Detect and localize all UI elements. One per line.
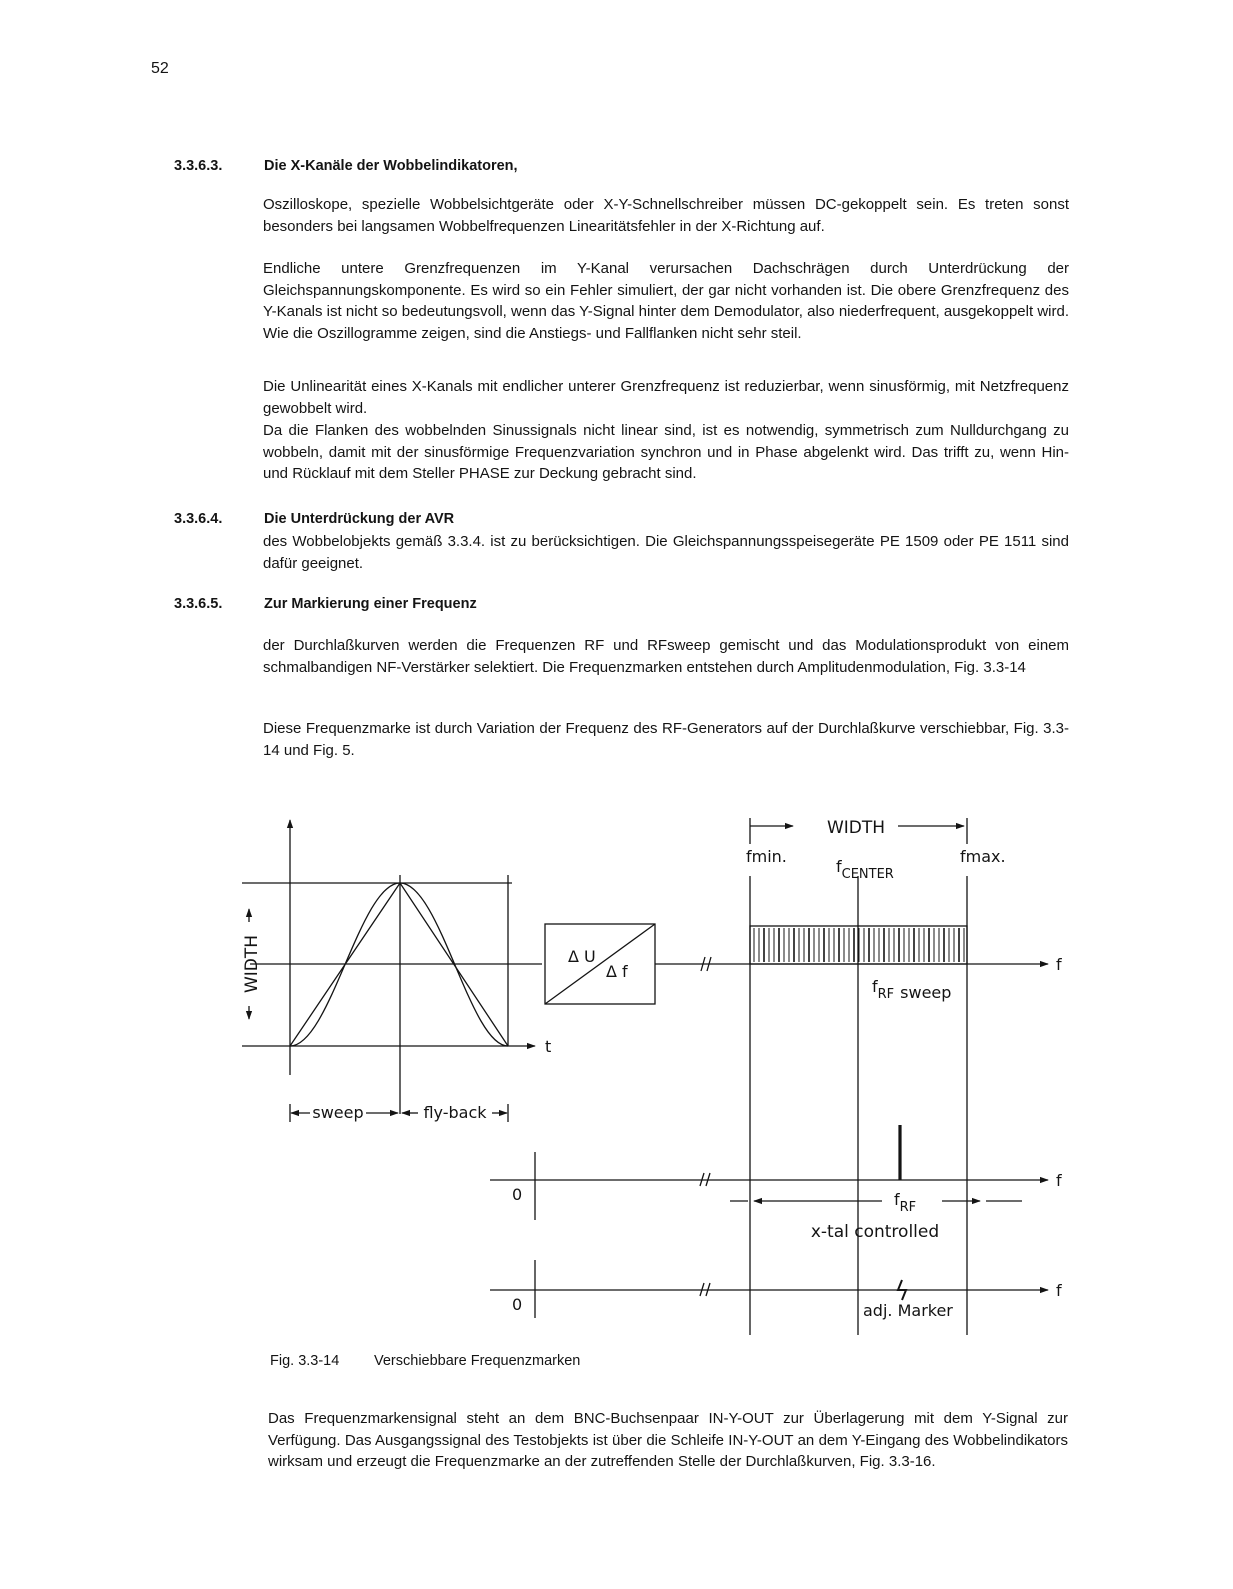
delta-f-label: Δ f [606,962,628,981]
fcenter-f: f [836,857,842,876]
frf-label [894,1190,916,1215]
converter-diagonal [545,924,655,1004]
fmax-label: fmax. [960,847,1006,866]
frf-sweep-subscript: RF [877,987,895,1002]
paragraph: Diese Frequenzmarke ist durch Variation der Frequenz des RF-Generators auf der Durchlaßkurve verschiebbar, Fig. 3.3-14 und Fig. 5. [263,720,1069,759]
fcenter-subscript: CENTER [841,867,894,882]
closing-paragraph: Das Frequenzmarkensignal steht an dem BNC-Buchsenpaar IN-Y-OUT zur Überlagerung mit dem Y-Signal zur Verfügung. Das Ausgangssignal des Testobjekts ist über die Schleife IN-Y-OUT an dem Y-Eingang des Wobbelindikators wirksam und erzeugt die Frequenzmarke an der zutreffenden Stelle der Durchlaßkurven, Fig. 3.3-16. [268,1410,1068,1470]
section-number: 3.3.6.4. [174,511,223,527]
width-label-vertical: WIDTH [242,934,262,994]
figure-caption [270,1353,580,1369]
page-number: 52 [151,60,169,77]
section-heading: Die X-Kanäle der Wobbelindikatoren, [264,158,518,174]
flyback-label: fly-back [423,1103,487,1122]
figure-caption-text: Verschiebbare Frequenzmarken [374,1353,581,1369]
paragraph: des Wobbelobjekts gemäß 3.3.4. ist zu berücksichtigen. Die Gleichspannungsspeisegeräte PE 1509 oder PE 1511 sind dafür geeignet. [263,533,1069,572]
frf-sweep-f: f [872,977,878,996]
paragraph: Oszilloskope, spezielle Wobbelsichtgeräte oder X-Y-Schnellschreiber müssen DC-gekoppelt sein. Es treten sonst besonders bei langsamen Wobbelfrequenzen Linearitätsfehler in der X-Richtung auf. [263,196,1069,235]
paragraph: Da die Flanken des wobbelnden Sinussignals nicht linear sind, ist es notwendig, symmetrisch zum Nulldurchgang zu wobbeln, damit mit der sinusförmige Frequenzvariation synchron und in Phase abgelenkt wird. Das trifft zu, wenn Hin- und Rücklauf mit dem Steller PHASE zur Deckung gebracht sind. [263,422,1069,482]
fmin-label: fmin. [746,847,787,866]
paragraph: der Durchlaßkurven werden die Frequenzen RF und RFsweep gemischt und das Modulationsprodukt von einem schmalbandigen NF-Verstärker selektiert. Die Frequenzmarken entstehen durch Amplitudenmodulation, Fig. 3.3-14 [263,637,1069,676]
upper-f-label: f [1056,955,1062,974]
frf-sweep-word: sweep [900,983,952,1002]
zero-label: 0 [512,1295,523,1314]
frf-f: f [894,1190,900,1209]
sweep-comb-lines [754,928,964,962]
frf-subscript: RF [899,1200,917,1215]
fcenter-label [836,857,894,882]
section-heading: Die Unterdrückung der AVR [264,511,455,527]
middle-f-label: f [1056,1171,1062,1190]
paragraph: Endliche untere Grenzfrequenzen im Y-Kanal verursachen Dachschrägen durch Unterdrückung der Gleichspannungskomponente. Es wird so ein Fehler simuliert, der gar nicht vorhanden ist. Die obere Grenzfrequenz des Y-Kanals ist nicht so bedeutungsvoll, wenn das Y-Signal hinter dem Demodulator, also niederfrequent, ausgekoppelt wird. Wie die Oszillogramme zeigen, sind die Anstiegs- und Fallflanken nicht sehr steil. [263,260,1069,342]
delta-u-label: Δ U [568,947,596,966]
frf-sweep-label [872,977,951,1002]
figure-number: Fig. 3.3-14 [270,1353,340,1369]
section-heading: Zur Markierung einer Frequenz [264,596,477,612]
t-axis-label: t [545,1037,552,1056]
section-number: 3.3.6.3. [174,158,223,174]
adj-marker-symbol [898,1280,906,1300]
width-label-top: WIDTH [826,818,886,838]
xtal-controlled-label: x-tal controlled [810,1222,940,1242]
sweep-label: sweep [312,1103,364,1122]
bottom-f-label: f [1056,1281,1062,1300]
paragraph: Die Unlinearität eines X-Kanals mit endlicher unterer Grenzfrequenz ist reduzierbar, wenn sinusförmig, mit Netzfrequenz gewobbelt wird. [263,378,1069,417]
adj-marker-label: adj. Marker [863,1301,953,1320]
frequency-marker-diagram [230,800,1070,1340]
section-number: 3.3.6.5. [174,596,223,612]
zero-label: 0 [512,1185,523,1204]
